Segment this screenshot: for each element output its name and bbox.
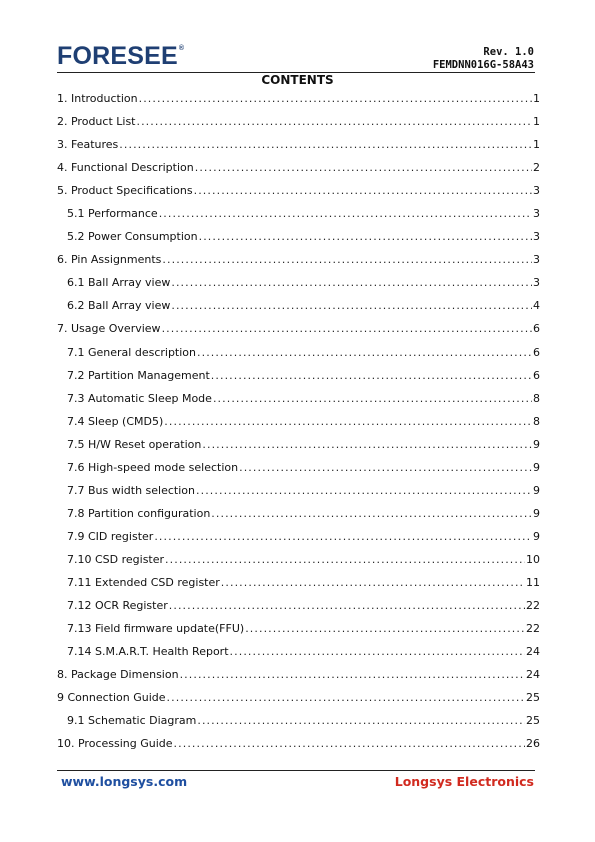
toc-entry-page-number: 1 — [533, 92, 540, 106]
toc-dot-leader — [165, 553, 525, 566]
toc-dot-leader — [211, 369, 532, 382]
toc-entry[interactable] — [57, 456, 540, 479]
toc-entry-page-number: 25 — [526, 714, 540, 728]
toc-entry-page-number: 3 — [533, 276, 540, 290]
toc-entry-label: 7.11 Extended CSD register — [67, 576, 220, 589]
toc-dot-leader — [162, 253, 532, 266]
logo-text: FORESEE — [57, 42, 178, 70]
toc-dot-leader — [171, 299, 532, 312]
toc-entry[interactable] — [57, 617, 540, 640]
footer-website-link[interactable]: www.longsys.com — [61, 774, 188, 789]
toc-entry[interactable] — [57, 202, 540, 225]
revision-label: Rev. 1.0 — [483, 46, 534, 58]
toc-entry[interactable] — [57, 732, 540, 755]
toc-entry[interactable] — [57, 110, 540, 133]
toc-entry[interactable] — [57, 156, 540, 179]
toc-dot-leader — [174, 737, 525, 750]
toc-entry-page-number: 8 — [533, 391, 540, 405]
toc-entry-label: 7.12 OCR Register — [67, 599, 168, 613]
toc-dot-leader — [136, 115, 532, 128]
toc-entry-page-number: 1 — [533, 138, 540, 152]
toc-dot-leader — [199, 230, 532, 243]
toc-entry-page-number: 3 — [533, 230, 540, 244]
toc-entry[interactable] — [57, 479, 540, 502]
toc-entry-page-number: 2 — [533, 161, 540, 175]
toc-entry-label: 9 Connection Guide — [57, 691, 166, 705]
toc-dot-leader — [197, 714, 525, 727]
part-number: FEMDNN016G-58A43 — [432, 59, 534, 71]
toc-entry-label: 7.8 Partition configuration — [67, 506, 211, 520]
toc-entry-label: 7.9 CID register — [67, 529, 154, 543]
toc-entry[interactable] — [57, 502, 540, 525]
toc-dot-leader — [159, 207, 532, 220]
toc-dot-leader — [239, 461, 532, 474]
toc-entry-label: 7.5 H/W Reset operation — [67, 437, 202, 451]
toc-entry[interactable] — [57, 364, 540, 387]
toc-entry[interactable] — [57, 571, 540, 594]
toc-entry-label: 7.1 General description — [67, 345, 196, 359]
table-of-contents — [57, 87, 540, 755]
toc-entry-page-number: 10 — [526, 552, 540, 566]
page-title: CONTENTS — [261, 73, 334, 87]
toc-entry-page-number: 22 — [526, 599, 540, 613]
toc-entry[interactable] — [57, 225, 540, 248]
toc-entry[interactable] — [57, 663, 540, 686]
toc-entry-label: 1. Introduction — [57, 92, 138, 106]
toc-entry-page-number: 22 — [526, 622, 540, 636]
toc-entry-label: 7.14 S.M.A.R.T. Health Report — [67, 645, 229, 659]
toc-entry-label: 4. Functional Description — [57, 161, 194, 175]
toc-dot-leader — [196, 484, 532, 497]
toc-entry-label: 7.3 Automatic Sleep Mode — [67, 391, 212, 405]
toc-entry-page-number: 6 — [533, 322, 540, 336]
toc-entry-label: 5.1 Performance — [67, 207, 158, 221]
foresee-logo — [57, 44, 184, 69]
toc-entry-label: 7.7 Bus width selection — [67, 483, 195, 497]
toc-dot-leader — [195, 161, 532, 174]
toc-entry-page-number: 6 — [533, 368, 540, 382]
toc-dot-leader — [211, 507, 532, 520]
toc-entry-label: 7.2 Partition Management — [67, 368, 210, 382]
toc-entry-label: 10. Processing Guide — [57, 737, 173, 751]
toc-entry[interactable] — [57, 640, 540, 663]
toc-entry-label: 7.13 Field firmware update(FFU) — [67, 622, 245, 636]
toc-entry[interactable] — [57, 410, 540, 433]
toc-entry[interactable] — [57, 525, 540, 548]
toc-entry-page-number: 25 — [526, 691, 540, 705]
toc-entry[interactable] — [57, 248, 540, 271]
toc-entry[interactable] — [57, 433, 540, 456]
toc-entry-page-number: 9 — [533, 483, 540, 497]
toc-entry-page-number: 1 — [533, 115, 540, 129]
toc-dot-leader — [164, 415, 532, 428]
toc-entry[interactable] — [57, 548, 540, 571]
toc-entry-label: 9.1 Schematic Diagram — [67, 714, 197, 728]
toc-entry[interactable] — [57, 271, 540, 294]
toc-entry-label: 5. Product Specifications — [57, 184, 193, 198]
toc-dot-leader — [202, 438, 532, 451]
document-info — [433, 46, 534, 72]
toc-entry[interactable] — [57, 594, 540, 617]
toc-dot-leader — [154, 530, 532, 543]
toc-entry-label: 6. Pin Assignments — [57, 253, 162, 267]
toc-entry[interactable] — [57, 686, 540, 709]
toc-entry-label: 5.2 Power Consumption — [67, 230, 198, 244]
toc-entry-label: 7. Usage Overview — [57, 322, 161, 336]
toc-entry-label: 3. Features — [57, 138, 119, 152]
toc-entry-page-number: 9 — [533, 506, 540, 520]
toc-entry[interactable] — [57, 179, 540, 202]
toc-entry-page-number: 4 — [533, 299, 540, 313]
toc-entry-page-number: 8 — [533, 414, 540, 428]
toc-entry-page-number: 9 — [533, 460, 540, 474]
toc-entry-label: 7.4 Sleep (CMD5) — [67, 414, 164, 428]
toc-entry-page-number: 24 — [526, 668, 540, 682]
toc-entry-page-number: 6 — [533, 345, 540, 359]
toc-entry[interactable] — [57, 317, 540, 340]
toc-entry[interactable] — [57, 709, 540, 732]
toc-dot-leader — [230, 645, 525, 658]
toc-dot-leader — [194, 184, 532, 197]
toc-entry-label: 8. Package Dimension — [57, 668, 179, 682]
toc-dot-leader — [169, 599, 525, 612]
toc-entry-page-number: 3 — [533, 184, 540, 198]
toc-dot-leader — [167, 691, 525, 704]
toc-dot-leader — [180, 668, 525, 681]
footer-divider — [57, 770, 535, 771]
toc-entry-page-number: 9 — [533, 437, 540, 451]
toc-dot-leader — [171, 276, 532, 289]
toc-entry-page-number: 3 — [533, 207, 540, 221]
toc-entry[interactable] — [57, 341, 540, 364]
toc-entry-label: 6.1 Ball Array view — [67, 276, 171, 290]
toc-dot-leader — [197, 346, 532, 359]
toc-dot-leader — [139, 92, 532, 105]
toc-dot-leader — [221, 576, 525, 589]
toc-entry[interactable] — [57, 133, 540, 156]
toc-entry-page-number: 24 — [526, 645, 540, 659]
registered-mark: ® — [178, 45, 185, 52]
toc-entry-label: 7.10 CSD register — [67, 552, 165, 566]
toc-entry[interactable] — [57, 87, 540, 110]
toc-dot-leader — [119, 138, 532, 151]
toc-entry-label: 7.6 High-speed mode selection — [67, 460, 239, 474]
toc-entry-label: 6.2 Ball Array view — [67, 299, 171, 313]
toc-entry-label: 2. Product List — [57, 115, 136, 129]
toc-entry-page-number: 3 — [533, 253, 540, 267]
toc-entry-page-number: 11 — [526, 576, 540, 589]
toc-dot-leader — [245, 622, 525, 635]
toc-dot-leader — [213, 392, 532, 405]
toc-entry[interactable] — [57, 294, 540, 317]
toc-entry-page-number: 9 — [533, 529, 540, 543]
footer-company-name: Longsys Electronics — [394, 774, 534, 789]
toc-dot-leader — [162, 322, 532, 335]
toc-entry[interactable] — [57, 387, 540, 410]
toc-entry-page-number: 26 — [526, 737, 540, 751]
